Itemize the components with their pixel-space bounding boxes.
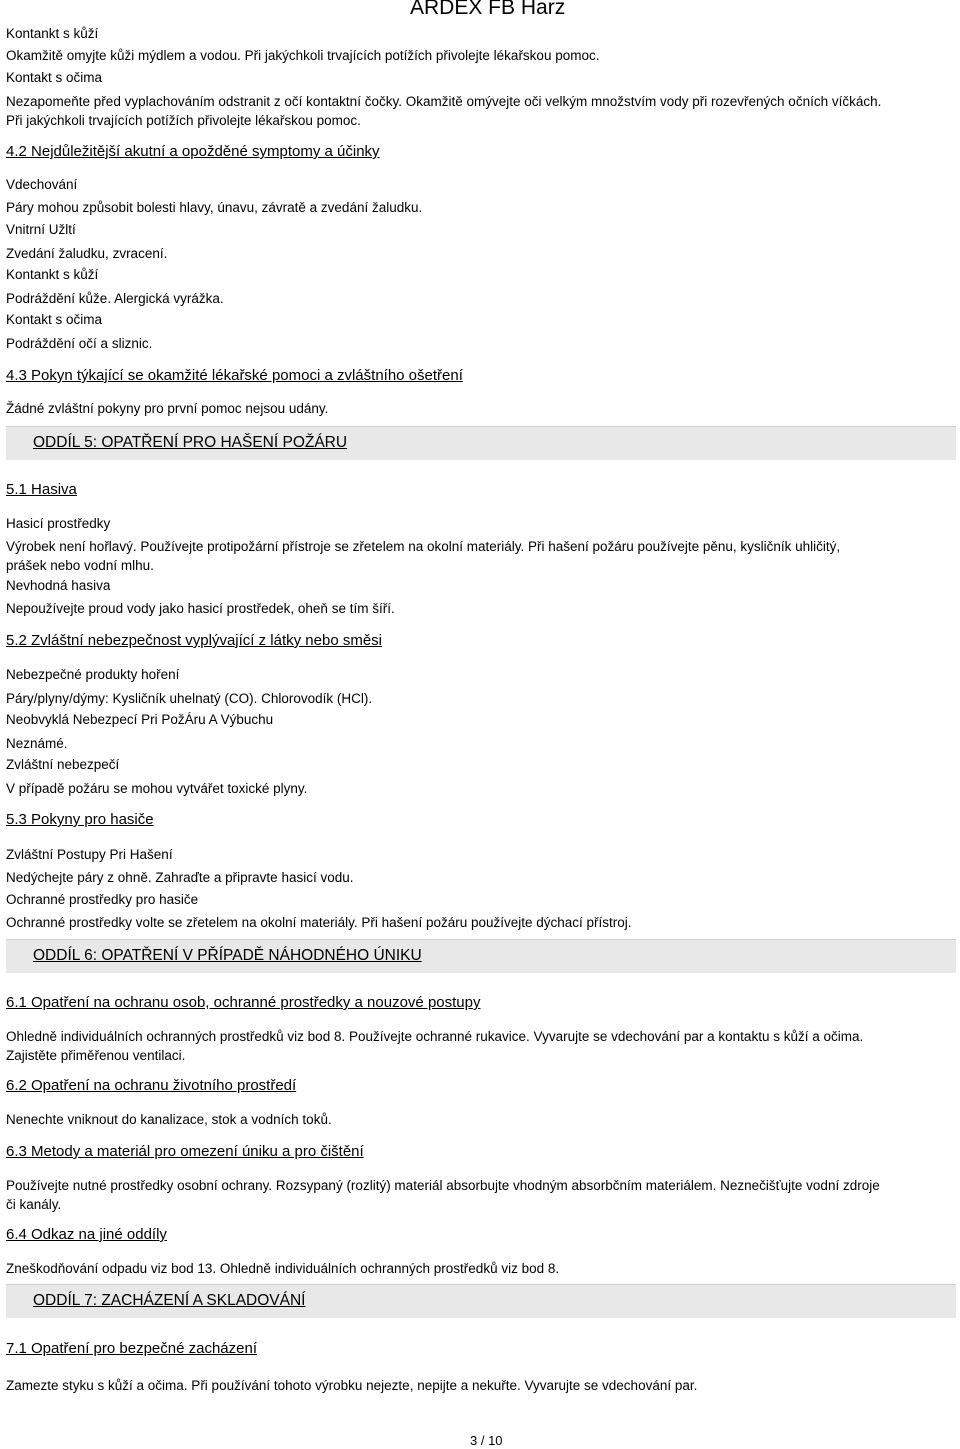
subheading-skin-contact-2: Kontankt s kůží <box>6 267 99 282</box>
text-eye-symptoms: Podráždění očí a sliznic. <box>6 336 153 351</box>
subheading-special-hazards: Zvláštní nebezpečí <box>6 757 120 772</box>
heading-7-1: 7.1 Opatření pro bezpečné zacházení <box>6 1340 258 1357</box>
text-safe-handling: Zamezte styku s kůží a očima. Při používání tohoto výrobku nejezte, nepijte a nekuřte. Vyvarujte se vdechování par. <box>6 1378 698 1393</box>
section-7-header <box>6 1284 956 1318</box>
subheading-special-procedures: Zvláštní Postupy Pri Hašení <box>6 847 173 862</box>
text-reference-sections: Zneškodňování odpadu viz bod 13. Ohledně individuálních ochranných prostředků viz bod 8. <box>6 1261 560 1276</box>
subheading-inhalation: Vdechování <box>6 177 78 192</box>
subheading-combustion-products: Nebezpečné produkty hoření <box>6 667 180 682</box>
subheading-unusual-hazards: Neobvyklá Nebezpecí Pri PožÁru A Výbuchu <box>6 712 274 727</box>
text-inhalation: Páry mohou způsobit bolesti hlavy, únavu, závratě a zvedání žaludku. <box>6 200 423 215</box>
document-title: ARDEX FB Harz <box>410 0 566 19</box>
subheading-eye-contact-2: Kontakt s očima <box>6 312 103 327</box>
subheading-unsuitable-media: Nevhodná hasiva <box>6 578 111 593</box>
text-environmental-precautions: Nenechte vniknout do kanalizace, stok a vodních toků. <box>6 1112 332 1127</box>
text-unsuitable-media: Nepoužívejte proud vody jako hasicí prostředek, oheň se tím šíří. <box>6 601 395 616</box>
heading-5-1: 5.1 Hasiva <box>6 481 77 498</box>
subheading-firefighter-equipment: Ochranné prostředky pro hasiče <box>6 892 199 907</box>
section-5-header <box>6 426 956 460</box>
subheading-skin-contact: Kontankt s kůží <box>6 26 99 41</box>
section-7-title: ODDÍL 7: ZACHÁZENÍ A SKLADOVÁNÍ <box>33 1292 306 1309</box>
text-unknown: Neznámé. <box>6 736 68 751</box>
text-combustion-products: Páry/plyny/dýmy: Kysličník uhelnatý (CO). Chlorovodík (HCl). <box>6 691 373 706</box>
text-firefighter-equipment: Ochranné prostředky volte se zřetelem na okolní materiály. Při hašení požáru používejte dýchací přístroj. <box>6 915 632 930</box>
section-6-title: ODDÍL 6: OPATŘENÍ V PŘÍPADĚ NÁHODNÉHO ÚNIKU <box>33 947 422 964</box>
subheading-ingestion: Vnitrní Užltí <box>6 222 76 237</box>
text-ingestion: Zvedání žaludku, zvracení. <box>6 246 168 261</box>
page-number: 3 / 10 <box>470 1433 503 1448</box>
section-6-header <box>6 939 956 973</box>
heading-6-1: 6.1 Opatření na ochranu osob, ochranné prostředky a nouzové postupy <box>6 994 481 1011</box>
text-personal-precautions: Ohledně individuálních ochranných prostředků viz bod 8. Používejte ochranné rukavice. Vyvarujte se vdechování par a kontaktu s kůží a očima. Zajistěte přiměřenou ventilaci. <box>6 1029 864 1063</box>
text-special-procedures: Nedýchejte páry z ohně. Zahraďte a připravte hasicí vodu. <box>6 870 354 885</box>
heading-4-2: 4.2 Nejdůležitější akutní a opožděné symptomy a účinky <box>6 143 380 160</box>
subheading-eye-contact: Kontakt s očima <box>6 70 103 85</box>
subheading-extinguishing-media: Hasicí prostředky <box>6 516 111 531</box>
heading-5-2: 5.2 Zvláštní nebezpečnost vyplývající z látky nebo směsi <box>6 632 383 649</box>
text-skin-symptoms: Podráždění kůže. Alergická vyrážka. <box>6 291 224 306</box>
text-eye-first-aid: Nezapomeňte před vyplachováním odstranit z očí kontaktní čočky. Okamžitě omývejte oči velkým množstvím vody při rozevřených očních víčkách. Při jakýchkoli trvajících potížích přivolejte lékařskou pomoc. <box>6 94 882 128</box>
heading-6-2: 6.2 Opatření na ochranu životního prostředí <box>6 1077 297 1094</box>
text-special-hazards: V případě požáru se mohou vytvářet toxické plyny. <box>6 781 308 796</box>
heading-6-4: 6.4 Odkaz na jiné oddíly <box>6 1226 167 1243</box>
heading-5-3: 5.3 Pokyny pro hasiče <box>6 811 154 828</box>
text-no-special-instructions: Žádné zvláštní pokyny pro první pomoc nejsou udány. <box>6 401 329 416</box>
text-containment-methods: Používejte nutné prostředky osobní ochrany. Rozsypaný (rozlitý) materiál absorbujte vhodným absorbčním materiálem. Neznečišťujte vodní zdroje či kanály. <box>6 1178 880 1212</box>
heading-6-3: 6.3 Metody a materiál pro omezení úniku a pro čištění <box>6 1143 364 1160</box>
text-skin-first-aid: Okamžitě omyjte kůži mýdlem a vodou. Při jakýchkoli trvajících potížích přivolejte lékařskou pomoc. <box>6 48 600 63</box>
section-5-title: ODDÍL 5: OPATŘENÍ PRO HAŠENÍ POŽÁRU <box>33 434 348 451</box>
text-extinguishing-media: Výrobek není hořlavý. Používejte protipožární přístroje se zřetelem na okolní materiály. Při hašení požáru používejte pěnu, kysličník uhličitý, prášek nebo vodní mlhu. <box>6 539 841 573</box>
heading-4-3: 4.3 Pokyn týkající se okamžité lékařské pomoci a zvláštního ošetření <box>6 367 463 384</box>
